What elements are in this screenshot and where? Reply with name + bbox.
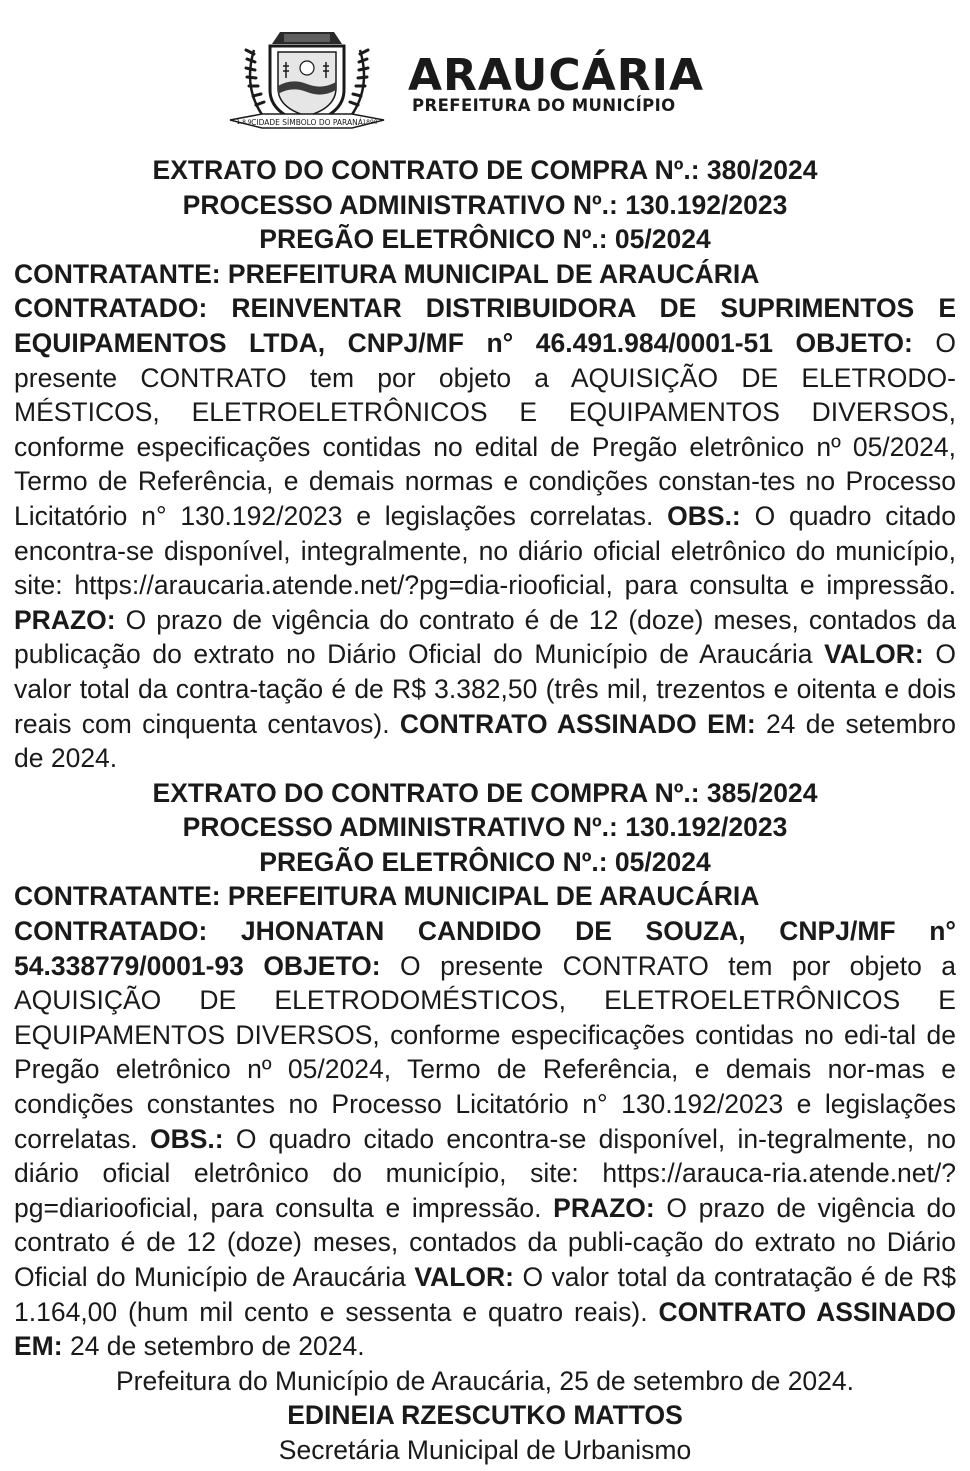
- contratado: CONTRATADO: REINVENTAR DISTRIBUIDORA DE SUPRIMENTOS E EQUIPAMENTOS LTDA, CNPJ/MF n° 46.491.984/0001-51: [14, 293, 956, 358]
- signer-role: Secretária Municipal de Urbanismo: [278, 1434, 692, 1465]
- assinado-label: CONTRATO ASSINADO EM:: [399, 708, 756, 739]
- brand-subtitle: PREFEITURA DO MUNICÍPIO: [412, 96, 676, 115]
- contratante: CONTRATANTE: PREFEITURA MUNICIPAL DE ARAUCÁRIA: [14, 881, 760, 912]
- contratante: CONTRATANTE: PREFEITURA MUNICIPAL DE ARAUCÁRIA: [14, 258, 760, 289]
- assinado-text: 24 de setembro de 2024.: [69, 1331, 365, 1362]
- extract-1: [14, 153, 956, 776]
- objeto-text: O presente CONTRATO tem por objeto a AQUISIÇÃO DE ELETRODOMÉSTICOS, ELETROELETRÔNICOS E EQUIPAMENTOS DIVERSOS, conforme especificações contidas no edi-tal de Pregão eletrônico nº 05/2024, Termo de Referência, e demais nor-mas e condições constantes no Processo Licitatório n° 130.192/2023 e legislações correlatas.: [14, 950, 956, 1154]
- prazo-text: O prazo de vigência do contrato é de 12 (doze) meses, contados da publi-cação do extrato no Diário Oficial do Município de Araucária: [14, 1192, 956, 1292]
- prazo-text: O prazo de vigência do contrato é de 12 (doze) meses, contados da publicação do extrato no Diário Oficial do Município de Araucária: [14, 604, 956, 670]
- extract-2: [14, 776, 956, 1364]
- brand-name: ARAUCÁRIA: [408, 50, 705, 101]
- objeto-text: O presente CONTRATO tem por objeto a AQUISIÇÃO DE ELETRODO-MÉSTICOS, ELETROELETRÔNICOS E EQUIPAMENTOS DIVERSOS, conforme especificações contidas no edital de Pregão eletrônico nº 05/2024, Termo de Referência, e demais normas e condições constan-tes no Processo Licitatório n° 130.192/2023 e legislações correlatas.: [14, 327, 956, 531]
- signer-name: EDINEIA RZESCUTKO MATTOS: [287, 1400, 683, 1431]
- extract-title: EXTRATO DO CONTRATO DE COMPRA Nº.: 385/2024: [152, 777, 818, 808]
- municipal-crest-logo: [222, 28, 392, 132]
- pregao-number: PREGÃO ELETRÔNICO Nº.: 05/2024: [259, 846, 711, 877]
- contratado: CONTRATADO: JHONATAN CANDIDO DE SOUZA, CNPJ/MF n° 54.338779/0001-93: [14, 916, 956, 981]
- extract-title: EXTRATO DO CONTRATO DE COMPRA Nº.: 380/2024: [152, 155, 818, 185]
- prazo-label: PRAZO:: [14, 604, 116, 635]
- crest-year-left: 1.8.9: [236, 119, 252, 126]
- process-number: PROCESSO ADMINISTRATIVO Nº.: 130.192/2023: [182, 189, 788, 220]
- crest-year-right: 1890: [362, 119, 378, 126]
- signature-block: [14, 1364, 956, 1468]
- obs-label: OBS.:: [667, 500, 741, 531]
- pregao-number: PREGÃO ELETRÔNICO Nº.: 05/2024: [259, 224, 711, 255]
- extract-paragraph: [14, 914, 956, 1364]
- document-body: [14, 153, 956, 1468]
- prazo-label: PRAZO:: [553, 1192, 655, 1223]
- crest-motto: CIDADE SÍMBOLO DO PARANÁ: [251, 118, 363, 127]
- valor-text: O valor total da contra-tação é de R$ 3.382,50 (três mil, trezentos e oitenta e dois reais com cinquenta centavos).: [14, 639, 956, 739]
- objeto-label: OBJETO:: [263, 950, 381, 981]
- header: [0, 28, 970, 138]
- objeto-label: OBJETO:: [795, 327, 913, 358]
- obs-text: O quadro citado encontra-se disponível, in-tegralmente, no diário oficial eletrônico do município, site: https://arauca-ria.atende.net/?pg=diariooficial, para consulta e impressão.: [14, 1123, 956, 1223]
- obs-label: OBS.:: [149, 1123, 224, 1154]
- assinado-label: CONTRATO ASSINADO EM:: [14, 1296, 956, 1362]
- valor-label: VALOR:: [414, 1262, 514, 1292]
- valor-label: VALOR:: [824, 639, 924, 670]
- extract-paragraph: [14, 291, 956, 775]
- place-date: Prefeitura do Município de Araucária, 25 de setembro de 2024.: [115, 1365, 855, 1396]
- valor-text: O valor total da contratação é de R$ 1.164,00 (hum mil cento e sessenta e quatro reais).: [14, 1262, 956, 1327]
- assinado-text: 24 de setembro de 2024.: [14, 708, 956, 774]
- process-number: PROCESSO ADMINISTRATIVO Nº.: 130.192/2023: [182, 812, 788, 843]
- obs-text: O quadro citado encontra-se disponível, integralmente, no diário oficial eletrônico do município, site: https://araucaria.atende.net/?pg=dia-riooficial, para consulta e impressão.: [14, 500, 956, 601]
